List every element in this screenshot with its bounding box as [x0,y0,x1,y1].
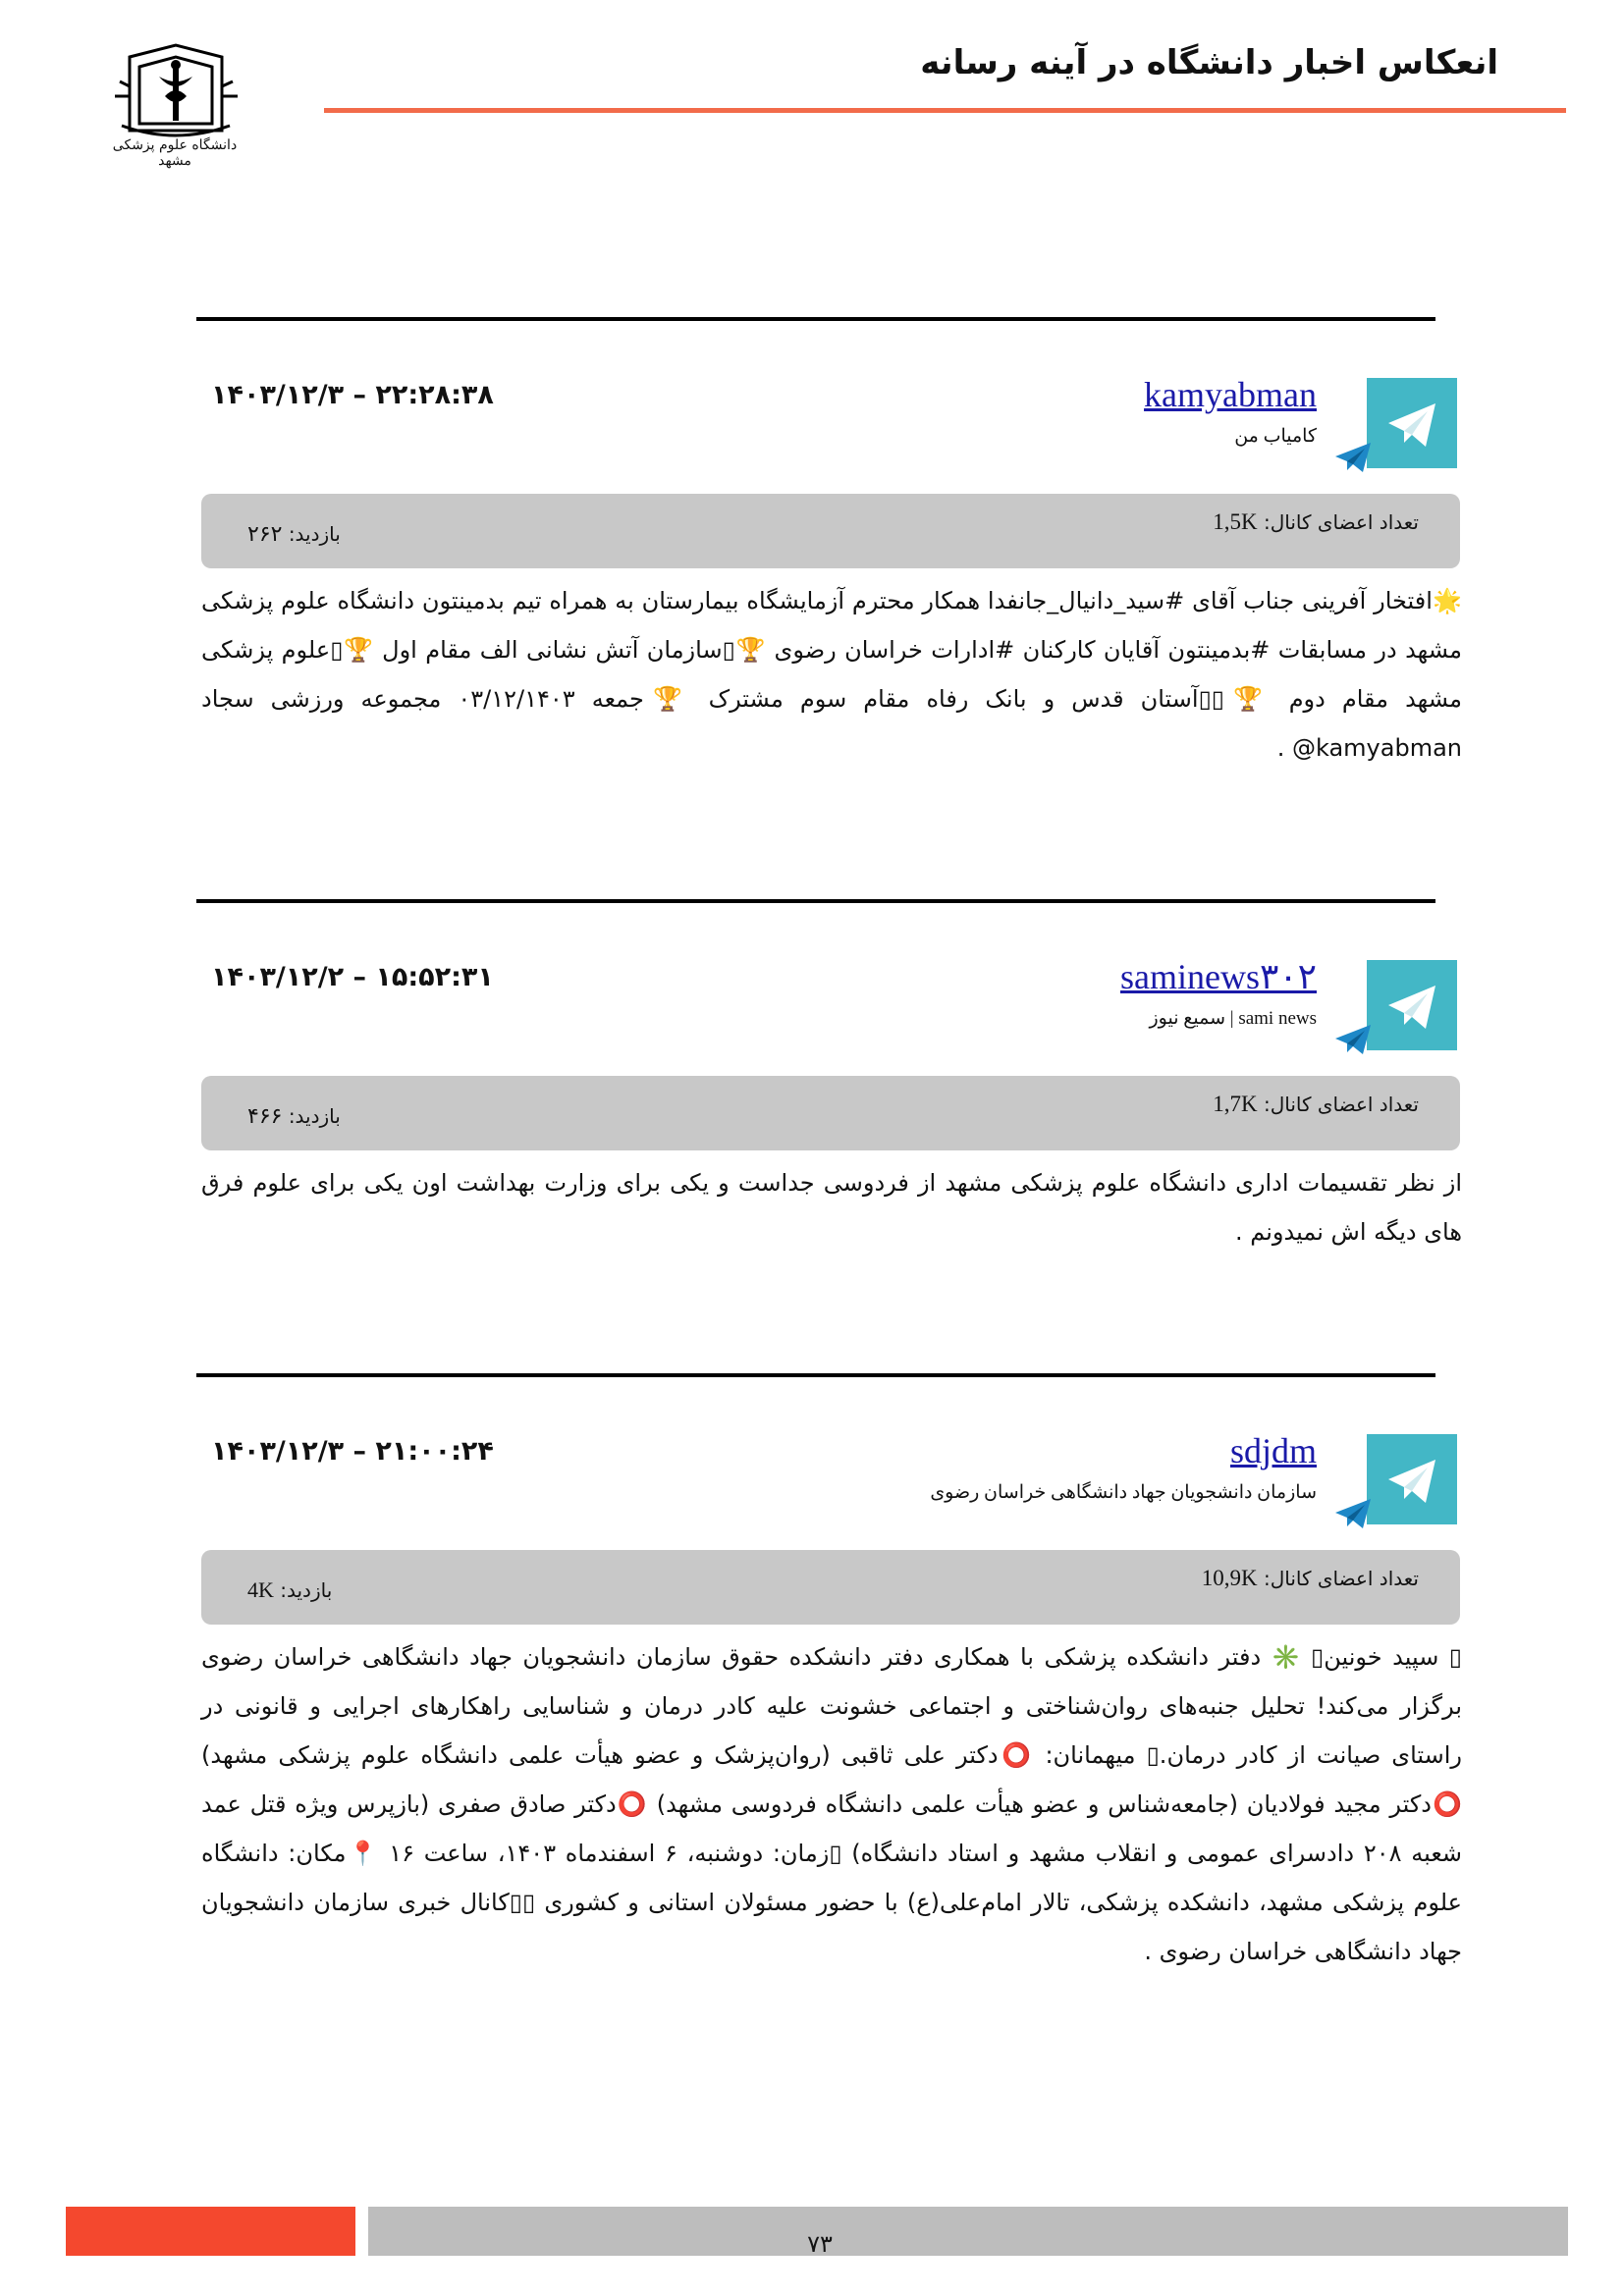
telegram-icon [1367,1434,1457,1524]
post-separator [196,899,1435,903]
stats-bar [201,1076,1460,1150]
members-count [1213,509,1419,535]
stats-bar [201,494,1460,568]
telegram-badge-icon [1333,1497,1373,1532]
telegram-badge-icon [1333,441,1373,476]
channel-name: کامیاب من [1234,426,1317,447]
members-value: 1,5K [1213,509,1258,534]
post-body-text: از نظر تقسیمات اداری دانشگاه علوم پزشکی مشهد از فردوسی جداست و یکی برای وزارت بهداشت اون یکی برای علوم فرق های دیگه اش نمیدونم . [201,1169,1462,1246]
channel-name: sami news | سمیع نیوز [1149,1008,1317,1029]
post-datetime: ۲۱:۰۰:۲۴ – ۱۴۰۳/۱۲/۳ [211,1436,494,1467]
views-value: ۲۶۲ [247,521,283,546]
views-count [247,1577,332,1603]
post-separator [196,317,1435,321]
members-count [1213,1092,1419,1117]
channel-name: سازمان دانشجویان جهاد دانشگاهی خراسان رضوی [930,1482,1317,1503]
members-label: تعداد اعضای کانال: [1263,1567,1419,1590]
post-body-text: 🌟افتخار آفرینی جناب آقای #سید_دانیال_جانفدا همکار محترم آزمایشگاه بیمارستان به همراه تیم بدمینتون دانشگاه علوم پزشکی مشهد در مسابقات #بدمینتون آقایان کارکنان #ادارات خراسان رضوی 🏆▯سازمان آتش نشانی الف مقام اول 🏆▯علوم پزشکی مشهد مقام دوم 🏆▯▯آستان قدس و بانک رفاه مقام سوم مشترک 🏆جمعه ۰۳/۱۲/۱۴۰۳ مجموعه ورزشی سجاد kamyabman@ . [201,587,1462,762]
views-label: بازدید: [288,1104,341,1128]
post-separator [196,1373,1435,1377]
members-value: 1,7K [1213,1092,1258,1116]
logo-caption: دانشگاه علوم پزشکی مشهد [112,137,238,169]
header-divider [324,108,1566,113]
channel-handle-link[interactable]: kamyabman [1144,375,1317,414]
page-number: ۷۳ [807,2230,833,2258]
members-count [1202,1566,1419,1591]
members-label: تعداد اعضای کانال: [1263,510,1419,534]
views-count [247,1103,341,1129]
post-datetime: ۲۲:۲۸:۳۸ – ۱۴۰۳/۱۲/۳ [211,380,494,410]
post-body-text: ▯ سپید خونین▯ ✳️ دفتر دانشکده پزشکی با همکاری دفتر دانشکده حقوق سازمان دانشجویان جهاد دانشگاهی خراسان رضوی برگزار می‌کند! تحلیل جنبه‌های روان‌شناختی و اجتماعی خشونت علیه کادر درمان و شناسایی راهکارهای اجرایی و قانونی در راستای صیانت از کادر درمان.▯ میهمانان: ⭕️دکتر علی ثاقبی (روان‌پزشک و عضو هیأت علمی دانشگاه علوم پزشکی مشهد) ⭕️دکتر مجید فولادیان (جامعه‌شناس و عضو هیأت علمی دانشگاه فردوسی مشهد) ⭕️دکتر صادق صفری (بازپرس ویژه قتل عمد شعبه ۲۰۸ دادسرای عمومی و انقلاب مشهد و استاد دانشگاه) ▯زمان: دوشنبه، ۶ اسفندماه ۱۴۰۳، ساعت ۱۶ 📍مکان: دانشگاه علوم پزشکی مشهد، دانشکده پزشکی، تالار امام‌علی(ع) با حضور مسئولان استانی و کشوری ▯▯کانال خبری سازمان دانشجویان جهاد دانشگاهی خراسان رضوی . [201,1643,1463,1965]
post-datetime: ۱۵:۵۲:۳۱ – ۱۴۰۳/۱۲/۲ [211,962,494,992]
page-title: انعکاس اخبار دانشگاه در آینه رسانه [920,43,1498,82]
views-value: 4K [247,1577,274,1602]
telegram-icon [1367,960,1457,1050]
telegram-icon [1367,378,1457,468]
views-count [247,521,341,547]
views-label: بازدید: [288,522,341,546]
members-value: 10,9K [1201,1566,1258,1590]
footer-bar [368,2207,1568,2256]
telegram-badge-icon [1333,1023,1373,1058]
stats-bar [201,1550,1460,1625]
views-label: بازدید: [280,1578,333,1602]
channel-handle-link[interactable]: saminews۳۰۲ [1120,957,1317,996]
members-label: تعداد اعضای کانال: [1263,1093,1419,1116]
footer-accent-bar [66,2207,355,2256]
channel-handle-link[interactable]: sdjdm [1229,1431,1317,1470]
views-value: ۴۶۶ [247,1103,283,1128]
